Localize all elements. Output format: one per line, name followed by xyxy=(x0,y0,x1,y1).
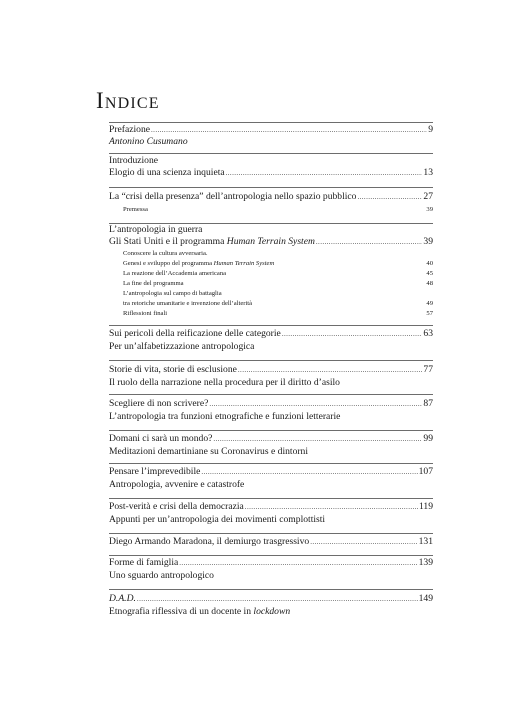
toc-entry-introduzione[interactable] xyxy=(109,167,433,179)
leader-dots xyxy=(226,167,423,179)
toc-entry-forme-famiglia[interactable] xyxy=(109,557,433,569)
leader-dots xyxy=(201,466,417,478)
entry-title: Diego Armando Maradona, il demiurgo trasgressivo xyxy=(109,536,310,547)
toc-entry-prefazione[interactable] xyxy=(109,124,433,136)
toc-entry-imprevedibile[interactable] xyxy=(109,466,433,478)
leader-dots xyxy=(245,501,418,513)
entry-subtitle: Etnografia riflessiva di un docente in lockdown xyxy=(109,606,291,617)
page-number: 9 xyxy=(428,124,433,135)
leader-dots xyxy=(179,557,417,569)
page-number: 99 xyxy=(423,433,433,444)
toc-subentry-premessa[interactable] xyxy=(123,205,433,214)
entry-author: Antonino Cusumano xyxy=(109,136,188,147)
page-number: 27 xyxy=(423,191,433,202)
divider xyxy=(109,430,433,431)
toc-entry-domani[interactable] xyxy=(109,433,433,445)
entry-subtitle: Il ruolo della narrazione nella procedura per il diritto d’asilo xyxy=(109,377,340,388)
toc-subentry[interactable]: L’antropologia sul campo di battaglia xyxy=(123,290,222,297)
toc-subentry[interactable]: La fine del programma 48 xyxy=(123,280,433,287)
divider xyxy=(109,187,433,188)
toc-entry-maradona[interactable] xyxy=(109,536,433,548)
toc-entry-dad[interactable] xyxy=(109,593,433,605)
page-number: 57 xyxy=(426,310,433,317)
leader-dots xyxy=(151,124,427,136)
divider xyxy=(109,394,433,395)
leader-dots xyxy=(357,191,422,203)
toc-subentry[interactable]: tra retoriche umanitarie e invenzione dell’alterità 49 xyxy=(123,300,433,307)
entry-title: Sui pericoli della reificazione delle categorie xyxy=(109,328,281,339)
leader-dots xyxy=(238,364,423,376)
toc-entry-introduzione-label: Introduzione xyxy=(109,155,159,166)
entry-subtitle: Appunti per un’antropologia dei movimenti complottisti xyxy=(109,514,326,525)
toc-entry-post-verita[interactable] xyxy=(109,501,433,513)
divider xyxy=(109,533,433,534)
page-number: 131 xyxy=(418,536,433,547)
toc-subentry[interactable]: La reazione dell’Accademia americana 45 xyxy=(123,270,433,277)
page-number: 87 xyxy=(423,398,433,409)
divider xyxy=(109,555,433,556)
entry-title: Scegliere di non scrivere? xyxy=(109,398,209,409)
divider xyxy=(109,325,433,326)
toc-subentry[interactable]: Riflessioni finali 57 xyxy=(123,310,433,317)
page-number: 119 xyxy=(418,501,433,512)
toc-subentry[interactable]: Conoscere la cultura avversaria. xyxy=(123,250,208,257)
leader-dots xyxy=(213,433,422,445)
entry-title: Prefazione xyxy=(109,124,151,135)
toc-subentry[interactable]: Genesi e sviluppo del programma Human Terrain System 40 xyxy=(123,260,433,267)
toc-entry-crisi-presenza[interactable] xyxy=(109,191,433,203)
divider xyxy=(109,463,433,464)
page-number: 49 xyxy=(426,300,433,307)
entry-title: La “crisi della presenza” dell’antropologia nello spazio pubblico xyxy=(109,191,357,202)
leader-dots xyxy=(137,593,418,605)
page-number: 45 xyxy=(426,270,433,277)
page-number: 39 xyxy=(423,236,433,247)
page-number: 39 xyxy=(426,206,433,213)
leader-dots xyxy=(310,536,417,548)
toc-entry-scegliere[interactable] xyxy=(109,398,433,410)
entry-title: Domani ci sarà un mondo? xyxy=(109,433,213,444)
page-number: 40 xyxy=(426,260,433,267)
entry-subtitle: Uno sguardo antropologico xyxy=(109,570,214,581)
toc-entry-antropologia-guerra-label: L’antropologia in guerra xyxy=(109,224,203,235)
entry-subtitle: Per un’alfabetizzazione antropologica xyxy=(109,341,255,352)
page-title: Indice xyxy=(96,88,160,113)
page-number: 63 xyxy=(423,328,433,339)
entry-subtitle: L’antropologia tra funzioni etnografiche e funzioni letterarie xyxy=(109,411,341,422)
entry-title: Storie di vita, storie di esclusione xyxy=(109,364,237,375)
divider xyxy=(109,360,433,361)
leader-dots xyxy=(316,236,423,248)
toc-entry-storie-di-vita[interactable] xyxy=(109,364,433,376)
divider xyxy=(109,498,433,499)
entry-title: Gli Stati Uniti e il programma Human Terrain System xyxy=(109,236,315,247)
entry-title: Pensare l’imprevedibile xyxy=(109,466,201,477)
entry-title: D.A.D. xyxy=(109,593,136,604)
divider xyxy=(109,589,433,590)
page-number: 13 xyxy=(423,167,433,178)
page-number: 107 xyxy=(418,466,433,477)
page-number: 77 xyxy=(423,364,433,375)
leader-dots xyxy=(282,328,423,340)
divider xyxy=(109,153,433,154)
toc-entry-antropologia-guerra[interactable] xyxy=(109,236,433,248)
divider xyxy=(109,122,433,123)
entry-subtitle: Antropologia, avvenire e catastrofe xyxy=(109,479,245,490)
page-number: 139 xyxy=(418,557,433,568)
subentry-title: Premessa xyxy=(123,206,148,213)
entry-subtitle: Meditazioni demartiniane su Coronavirus e dintorni xyxy=(109,446,309,457)
entry-title: Post-verità e crisi della democrazia xyxy=(109,501,244,512)
page-number: 48 xyxy=(426,280,433,287)
page-number: 149 xyxy=(418,593,433,604)
entry-title: Forme di famiglia xyxy=(109,557,179,568)
toc-entry-reificazione[interactable] xyxy=(109,328,433,340)
leader-dots xyxy=(209,398,422,410)
entry-title: Elogio di una scienza inquieta xyxy=(109,167,225,178)
